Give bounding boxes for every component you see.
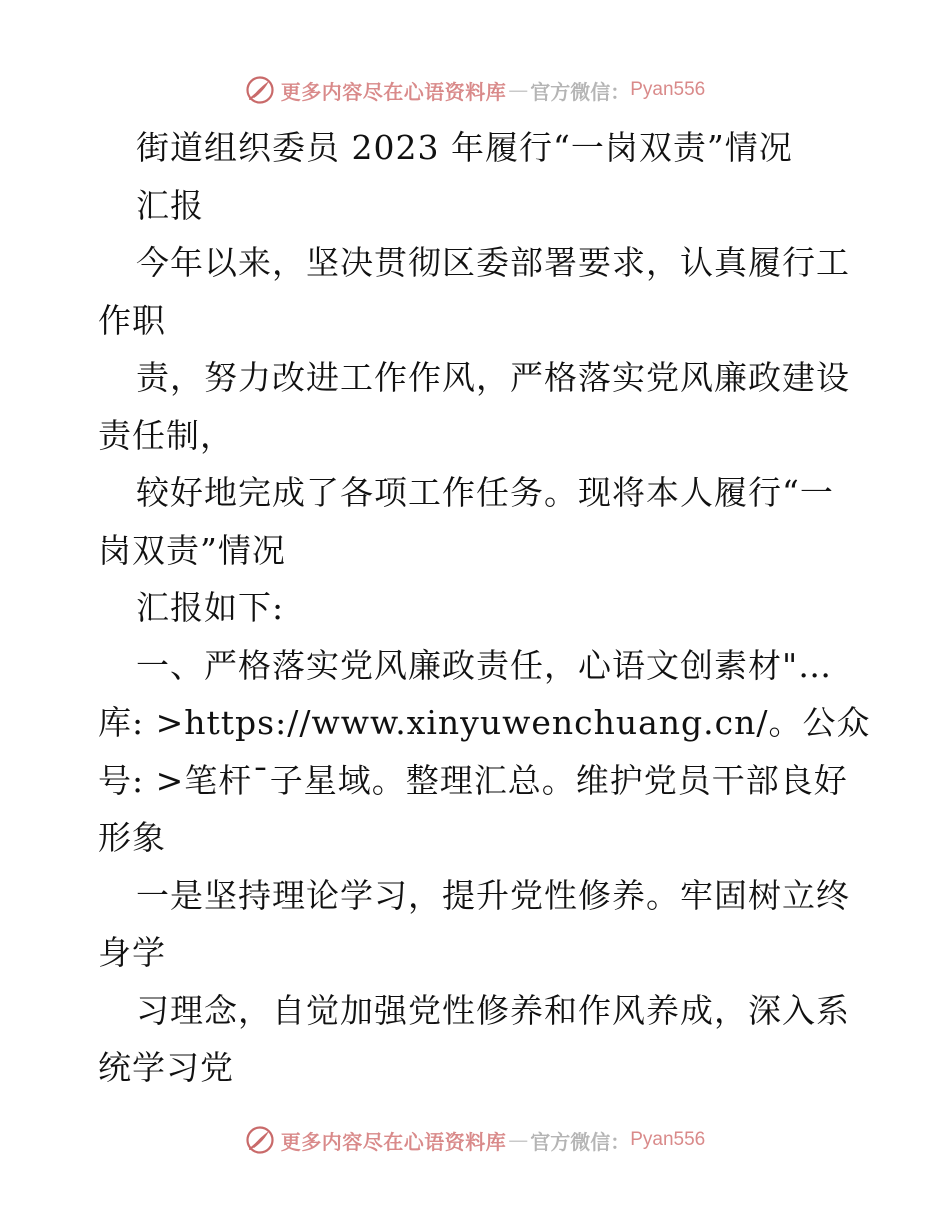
text-line: 街道组织委员 2023 年履行“一岗双责”情况 <box>136 128 793 167</box>
text-line: 身学 <box>98 933 166 972</box>
header-watermark <box>0 70 950 110</box>
text-line: 岗双责”情况 <box>98 530 286 570</box>
text-line: 责，努力改进工作作风，严格落实党风廉政建设 <box>136 358 850 397</box>
text-line: 汇报如下: <box>136 588 285 627</box>
document-body <box>98 119 871 1097</box>
watermark-site-name: 更多内容尽在心语资料库 <box>280 79 507 104</box>
text-line: 统学习党 <box>98 1048 234 1087</box>
text-line: 作职 <box>98 300 166 340</box>
text-line: 责任制， <box>98 415 234 455</box>
text-line: 较好地完成了各项工作任务。现将本人履行“一 <box>136 473 834 512</box>
watermark-wechat-label: 官方微信： <box>530 79 631 104</box>
quill-logo-icon <box>245 1125 275 1155</box>
text-line: 号: >笔杆¯子星域。整理汇总。维护党员干部良好 <box>98 760 848 800</box>
watermark-wechat-id: Pyan556 <box>630 1129 706 1150</box>
watermark-dash: — <box>508 78 529 102</box>
watermark-dash: — <box>508 1128 529 1152</box>
text-line: 形象 <box>98 818 166 857</box>
footer-watermark <box>0 1120 950 1160</box>
watermark-site-name: 更多内容尽在心语资料库 <box>280 1129 507 1154</box>
quill-logo-icon <box>245 75 275 105</box>
text-line: 习理念，自觉加强党性修养和作风养成，深入系 <box>136 990 850 1030</box>
text-line: 一、严格落实党风廉政责任，心语文创素材"… <box>136 645 833 685</box>
watermark-wechat-id: Pyan556 <box>630 79 706 100</box>
watermark-wechat-label: 官方微信： <box>530 1129 631 1154</box>
text-line: 一是坚持理论学习，提升党性修养。牢固树立终 <box>136 875 850 915</box>
text-line: 汇报 <box>136 185 204 225</box>
text-line: 库: >https://www.xinyuwenchuang.cn/。公众 <box>98 703 871 742</box>
text-line: 今年以来，坚决贯彻区委部署要求，认真履行工 <box>136 243 850 282</box>
